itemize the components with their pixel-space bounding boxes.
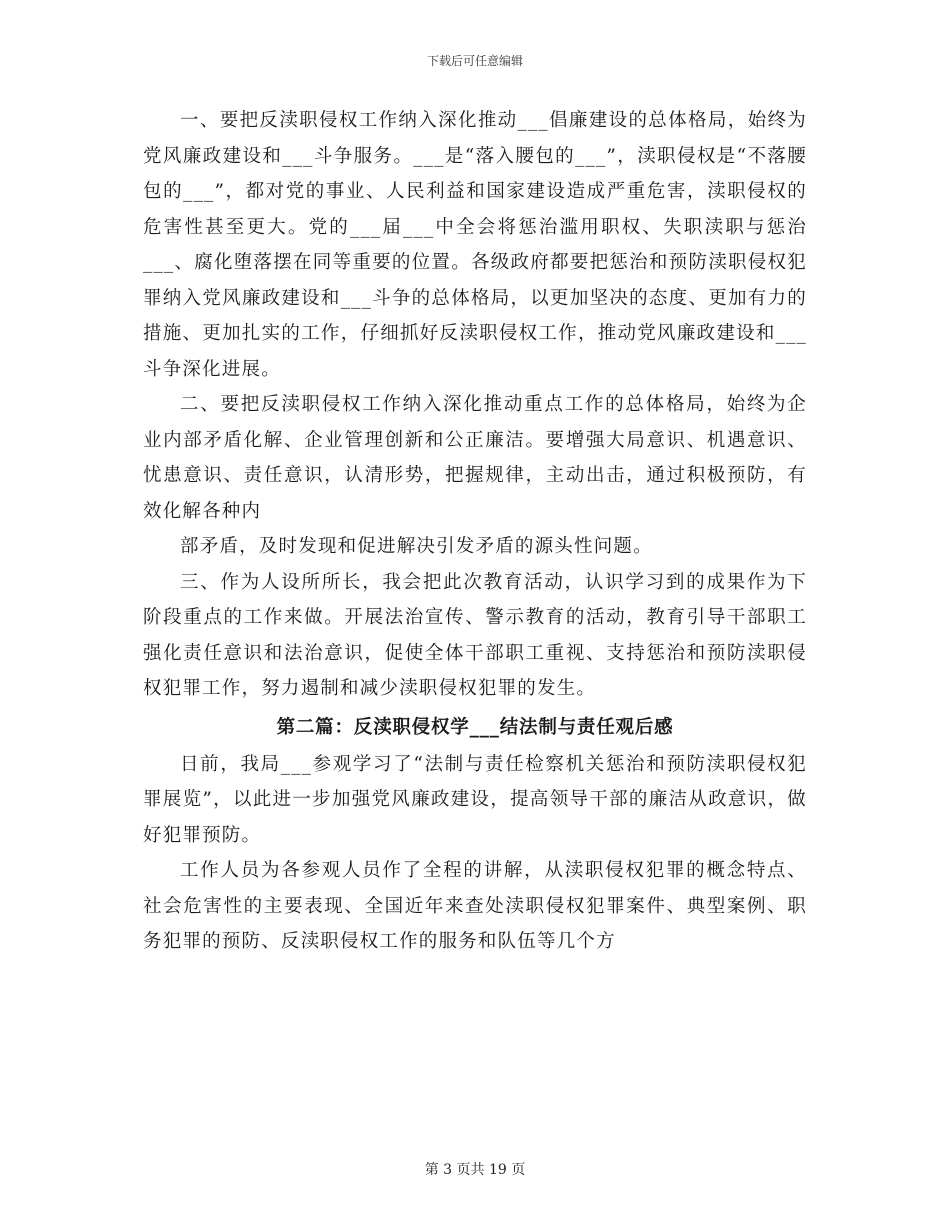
section-title: 第二篇：反渎职侵权学___结法制与责任观后感 — [276, 716, 674, 738]
paragraph-2: 二、要把反渎职侵权工作纳入深化推动重点工作的总体格局，始终为企业内部矛盾化解、企业管理创新和公正廉洁。要增强大局意识、机遇意识、忧患意识、责任意识，认清形势，把握规律，主动出击，通过积极预防，有效化解各种内 — [143, 394, 807, 522]
paragraph-6: 工作人员为各参观人员作了全程的讲解，从渎职侵权犯罪的概念特点、社会危害性的主要表现、全国近年来查处渎职侵权犯罪案件、典型案例、职务犯罪的预防、反渎职侵权工作的服务和队伍等几个方 — [143, 860, 807, 952]
page-number: 第 3 页共 19 页 — [424, 1162, 526, 1178]
paragraph-1: 一、要把反渎职侵权工作纳入深化推动___倡廉建设的总体格局，始终为党风廉政建设和___斗争服务。___是“落入腰包的___”，渎职侵权是“不落腰包的___”，都对党的事业、人民利益和国家建设造成严重危害，渎职侵权的危害性甚至更大。党的___届___中全会将惩治滥用职权、失职渎职与惩治___、腐化堕落摆在同等重要的位置。各级政府都要把惩治和预防渎职侵权犯罪纳入党风廉政建设和___斗争的总体格局，以更加坚决的态度、更加有力的措施、更加扎实的工作，仔细抓好反渎职侵权工作，推动党风廉政建设和___斗争深化进展。 — [143, 110, 807, 380]
paragraph-5: 日前，我局___参观学习了“法制与责任检察机关惩治和预防渎职侵权犯罪展览”，以此进一步加强党风廉政建设，提高领导干部的廉洁从政意识，做好犯罪预防。 — [143, 753, 807, 846]
page-header: 下载后可任意编辑 — [426, 54, 523, 68]
paragraph-4: 三、作为人设所所长，我会把此次教育活动，认识学习到的成果作为下阶段重点的工作来做。开展法治宣传、警示教育的活动，教育引导干部职工强化责任意识和法治意识，促使全体干部职工重视、支持惩治和预防渎职侵权犯罪工作，努力遏制和减少渎职侵权犯罪的发生。 — [143, 571, 807, 699]
document-body — [143, 103, 807, 960]
paragraph-3: 部矛盾，及时发现和促进解决引发矛盾的源头性问题。 — [180, 536, 653, 557]
